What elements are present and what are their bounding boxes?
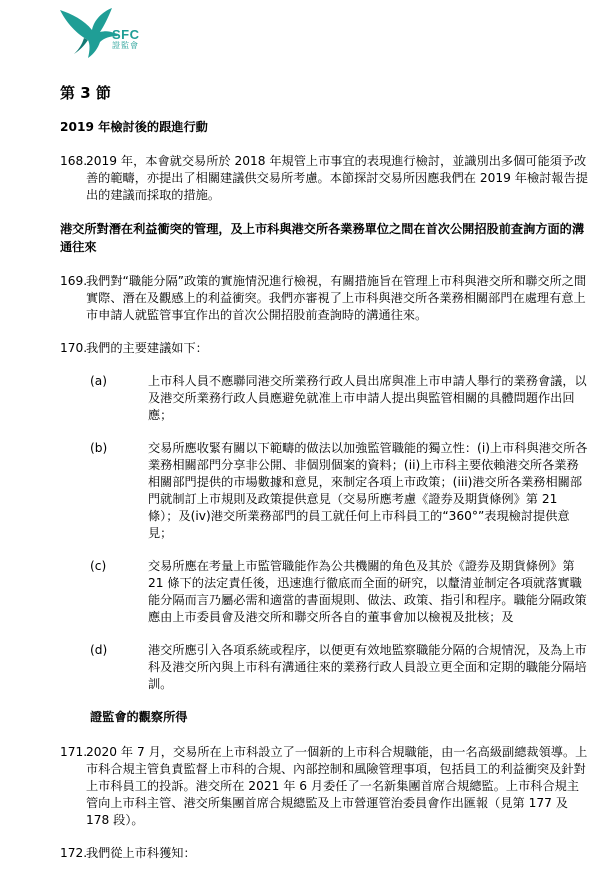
list-item-label: (c) xyxy=(90,559,107,573)
subheading-conflict: 港交所對潛在利益衝突的管理，及上市科與港交所各業務單位之間在首次公開招股前查詢方面的溝通往來 xyxy=(60,222,585,254)
list-item xyxy=(90,558,590,626)
list-item xyxy=(90,373,590,424)
list-item xyxy=(90,440,590,542)
paragraph-169 xyxy=(60,273,590,324)
paragraph-text: 我們對“職能分隔”政策的實施情況進行檢視，有關措施旨在管理上市科與港交所和聯交所之間實際、潛在及觀感上的利益衝突。我們亦審視了上市科與港交所各業務相關部門在處理有意上市申請人就監管事宜作出的首次公開招股前查詢時的溝通往來。 xyxy=(86,274,587,322)
list-item-label: (a) xyxy=(90,374,107,388)
heading: 2019 年檢討後的跟進行動 xyxy=(60,120,208,134)
paragraph-171 xyxy=(60,744,590,829)
subheading-observations: 證監會的觀察所得 xyxy=(90,710,188,724)
paragraph-text: 2020 年 7 月，交易所在上市科設立了一個新的上市科合規職能，由一名高級副總裁領導。上市科合規主管負責監督上市科的合規、內部控制和風險管理事項，包括員工的利益衝突及針對上市科員工的投訴。港交所在 2021 年 6 月委任了一名新集團首席合規總監。上市科合規主管向上市科主管、港交所集團首席合規總監及上市營運管治委員會作出匯報（見第 177 及 178 段）。 xyxy=(86,745,588,827)
document-body xyxy=(60,84,590,878)
list-item-text: 港交所應引入各項系統或程序，以便更有效地監察職能分隔的合規情況，及為上市科及港交所內與上市科有溝通往來的業務行政人員設立更全面和定期的職能分隔培訓。 xyxy=(148,643,587,691)
paragraph-number: 172. xyxy=(60,846,88,860)
paragraph-number: 168. xyxy=(60,154,88,168)
list-item xyxy=(90,642,590,693)
paragraph-text: 我們的主要建議如下： xyxy=(86,341,208,355)
paragraph-text: 2019 年，本會就交易所於 2018 年規管上市事宜的表現進行檢討，並識別出多個可能須予改善的範疇，亦提出了相關建議供交易所考慮。本節探討交易所因應我們在 2019 年檢討報告提出的建議而採取的措施。 xyxy=(86,154,588,202)
paragraph-text: 我們從上市科獲知： xyxy=(86,846,196,860)
paragraph-172 xyxy=(60,845,590,862)
logo-chinese-text: 證監會 xyxy=(112,41,139,50)
paragraph-170 xyxy=(60,340,590,357)
section-title: 第 3 節 xyxy=(60,84,111,102)
list-item-label: (b) xyxy=(90,441,108,455)
list-item-text: 交易所應收緊有關以下範疇的做法以加強監管職能的獨立性：(i)上市科與港交所各業務相關部門分享非公開、非個別個案的資料；(ii)上市科主要依賴港交所各業務相關部門提供的市場數據和意見，來制定各項上市政策；(iii)港交所各業務相關部門就制訂上市規則及政策提供意見（交易所應考慮《證券及期貨條例》第 21 條）；及(iv)港交所業務部門的員工就任何上市科員工的“360°”表現檢討提供意見； xyxy=(148,441,588,540)
list-item-text: 交易所應在考量上市監管職能作為公共機關的角色及其於《證券及期貨條例》第 21 條下的法定責任後，迅速進行徹底而全面的研究，以釐清並制定各項就落實職能分隔而言乃屬必需和適當的書面規則、做法、政策、指引和程序。職能分隔政策應由上市委員會及港交所和聯交所各自的董事會加以檢視及批核；及 xyxy=(148,559,587,624)
list-item-text: 上市科人員不應聯同港交所業務行政人員出席與准上市申請人舉行的業務會議，以及港交所業務行政人員應避免就准上市申請人提出與監管相關的具體問題作出回應； xyxy=(148,374,587,422)
logo-text: SFC xyxy=(112,27,140,42)
paragraph-168 xyxy=(60,153,590,204)
list-item-label: (d) xyxy=(90,643,108,657)
paragraph-number: 171. xyxy=(60,745,88,759)
paragraph-number: 169. xyxy=(60,274,88,288)
paragraph-number: 170. xyxy=(60,341,88,355)
